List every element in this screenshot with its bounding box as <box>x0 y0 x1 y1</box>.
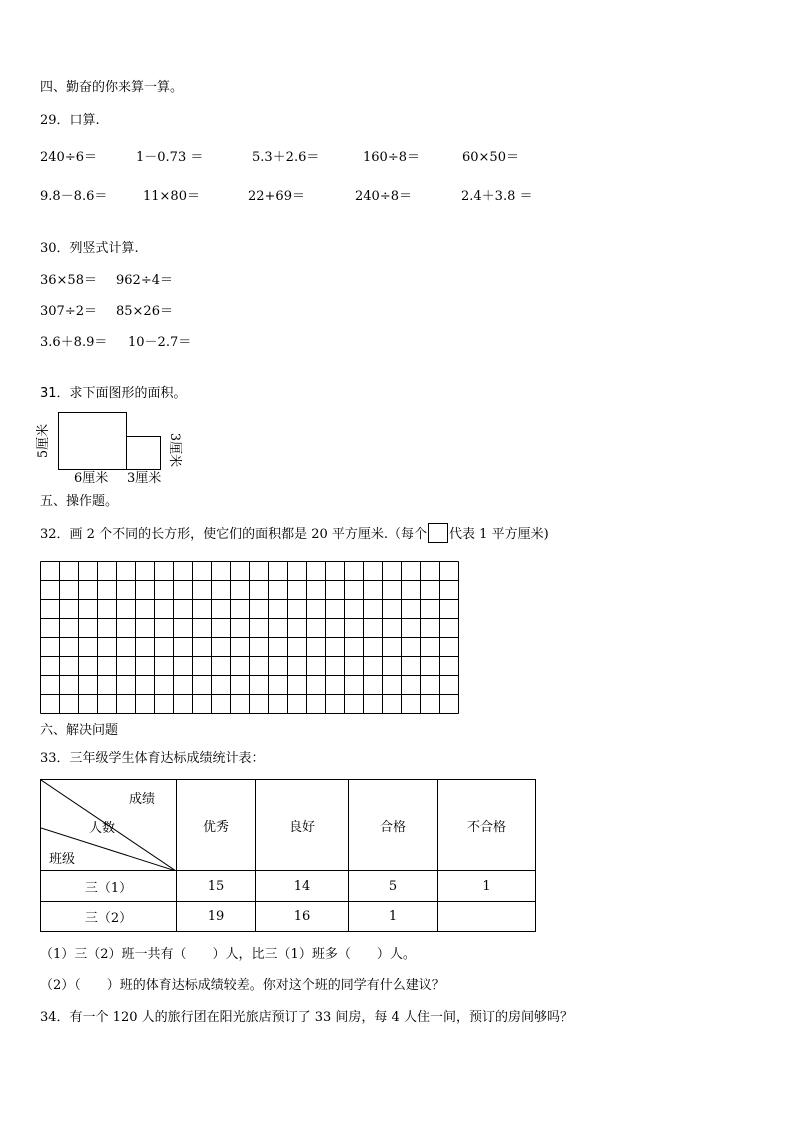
value-cell: 16 <box>256 902 349 932</box>
calc-item: 9.8－8.6＝ <box>40 189 108 204</box>
column-header: 优秀 <box>177 780 256 871</box>
calc-item: 2.4＋3.8 ＝ <box>461 189 533 204</box>
table-row <box>41 902 536 932</box>
calc-item: 85×26＝ <box>116 304 173 319</box>
score-table <box>40 779 536 932</box>
calc-item: 307÷2＝ <box>40 304 97 319</box>
calc-item: 1－0.73 ＝ <box>136 150 204 165</box>
value-cell: 1 <box>349 902 438 932</box>
column-header: 合格 <box>349 780 438 871</box>
q33-title: 33．三年级学生体育达标成绩统计表： <box>40 751 265 766</box>
column-header: 良好 <box>256 780 349 871</box>
q33-sub1: （1）三（2）班一共有（ ）人，比三（1）班多（ ）人。 <box>40 947 416 962</box>
section6-title: 六、解决问题 <box>40 723 119 738</box>
left-width-label: 6厘米 <box>74 471 109 486</box>
calc-item: 160÷8＝ <box>363 150 420 165</box>
q31-title: 31．求下面图形的面积。 <box>40 386 187 401</box>
header-count-label: 人数 <box>89 821 116 836</box>
calc-item: 962÷4＝ <box>116 273 173 288</box>
value-cell <box>438 902 536 932</box>
q32-text <box>40 526 549 543</box>
unit-square-icon <box>428 523 448 543</box>
calc-item: 240÷6＝ <box>40 150 97 165</box>
q34-text: 34．有一个 120 人的旅行团在阳光旅店预订了 33 间房，每 4 人住一间，预订的房间够吗？ <box>40 1010 573 1025</box>
large-rectangle <box>58 412 127 470</box>
q32-text-after: 代表 1 平方厘米) <box>449 527 549 542</box>
section4-title: 四、勤奋的你来算一算。 <box>40 80 184 95</box>
value-cell: 15 <box>177 871 256 902</box>
calc-item: 36×58＝ <box>40 273 97 288</box>
calc-item: 22+69＝ <box>248 189 305 204</box>
calc-item: 60×50＝ <box>462 150 519 165</box>
drawing-grid[interactable] <box>40 561 459 714</box>
value-cell: 1 <box>438 871 536 902</box>
q30-title: 30．列竖式计算. <box>40 241 139 256</box>
section5-title: 五、操作题。 <box>40 494 119 509</box>
calc-item: 10－2.7＝ <box>128 335 192 350</box>
value-cell: 14 <box>256 871 349 902</box>
class-cell: 三（2） <box>41 902 177 932</box>
q33-sub2: （2）（ ）班的体育达标成绩较差。你对这个班的同学有什么建议？ <box>40 978 445 993</box>
class-cell: 三（1） <box>41 871 177 902</box>
calc-item: 3.6＋8.9＝ <box>40 335 108 350</box>
left-height-label: 5厘米 <box>36 423 51 459</box>
calc-item: 5.3＋2.6＝ <box>252 150 320 165</box>
right-height-label: 3厘米 <box>167 432 182 468</box>
right-width-label: 3厘米 <box>127 471 162 486</box>
diagonal-header-cell <box>41 780 177 871</box>
header-class-label: 班级 <box>49 852 76 867</box>
q29-title: 29．口算. <box>40 113 100 128</box>
small-rectangle <box>126 436 161 470</box>
q32-text-before: 32．画 2 个不同的长方形，使它们的面积都是 20 平方厘米.（每个 <box>40 527 428 542</box>
header-score-label: 成绩 <box>129 792 156 807</box>
value-cell: 19 <box>177 902 256 932</box>
table-row <box>41 871 536 902</box>
calc-item: 240÷8＝ <box>355 189 412 204</box>
calc-item: 11×80＝ <box>143 189 200 204</box>
column-header: 不合格 <box>438 780 536 871</box>
value-cell: 5 <box>349 871 438 902</box>
